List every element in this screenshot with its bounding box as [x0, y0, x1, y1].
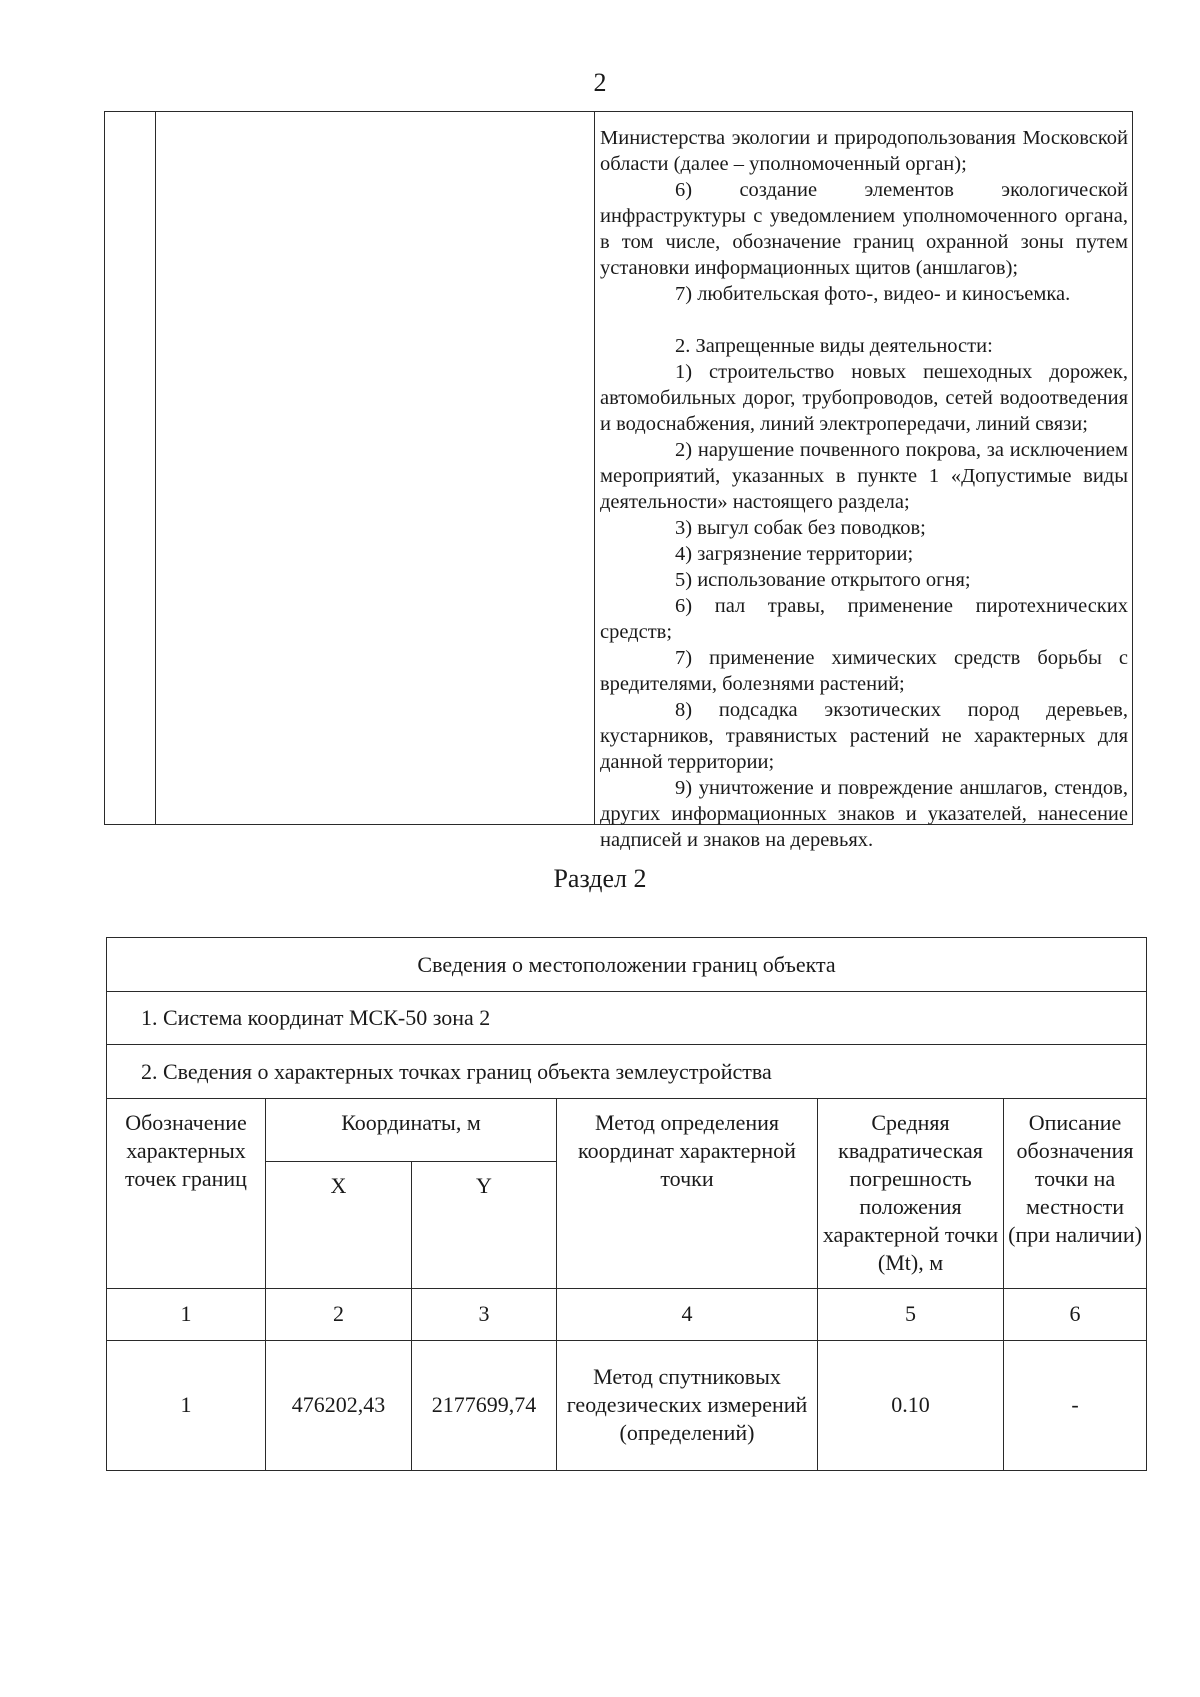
paragraph: 1) строительство новых пешеходных дорожек, автомобильных дорог, трубопроводов, сетей водоотведения и водоснабжения, линий электропередачи, линий связи; — [600, 361, 1128, 435]
column-number: 2 — [266, 1288, 412, 1340]
header-x: X — [266, 1162, 412, 1288]
point-description: - — [1004, 1340, 1147, 1470]
coordinate-system: 1. Система координат МСК-50 зона 2 — [107, 992, 1147, 1045]
point-id: 1 — [107, 1340, 266, 1470]
page-number: 2 — [593, 68, 607, 97]
header-y: Y — [412, 1162, 557, 1288]
column-number: 5 — [818, 1288, 1004, 1340]
paragraph: 8) подсадка экзотических пород деревьев, кустарников, травянистых растений не характерных для данной территории; — [600, 699, 1128, 773]
regime-table-name-column — [156, 112, 595, 824]
paragraph: 5) использование открытого огня; — [675, 569, 971, 591]
column-number: 6 — [1004, 1288, 1147, 1340]
paragraph: 7) любительская фото-, видео- и киносъемка. — [675, 283, 1071, 305]
column-number: 4 — [557, 1288, 818, 1340]
header-method: Метод определения координат характерной точки — [557, 1099, 818, 1288]
paragraph: 7) применение химических средств борьбы с вредителями, болезнями растений; — [600, 647, 1128, 695]
section-title: Раздел 2 — [553, 864, 647, 893]
paragraph: 2. Запрещенные виды деятельности: — [675, 335, 993, 357]
point-x: 476202,43 — [266, 1340, 412, 1470]
paragraph-gap — [600, 307, 1128, 333]
paragraph: 4) загрязнение территории; — [675, 543, 914, 565]
regime-table-content-column — [595, 112, 1134, 851]
paragraph: 9) уничтожение и повреждение аншлагов, стендов, других информационных знаков и указателей, нанесение надписей и знаков на деревьях. — [600, 777, 1128, 851]
points-section-title: 2. Сведения о характерных точках границ объекта землеустройства — [107, 1045, 1147, 1099]
table-title: Сведения о местоположении границ объекта — [107, 938, 1147, 992]
point-y: 2177699,74 — [412, 1340, 557, 1470]
paragraph: 2) нарушение почвенного покрова, за исключением мероприятий, указанных в пункте 1 «Допустимые виды деятельности» настоящего раздела; — [600, 439, 1128, 513]
paragraph: 6) пал травы, применение пиротехнических средств; — [600, 595, 1128, 643]
boundary-points-table — [106, 937, 1147, 1471]
point-method: Метод спутниковых геодезических измерений (определений) — [557, 1340, 818, 1470]
regime-table-number-column — [105, 112, 156, 824]
paragraph: 3) выгул собак без поводков; — [675, 517, 926, 539]
header-designation: Обозначение характерных точек границ — [107, 1099, 266, 1288]
header-coordinates: Координаты, м — [266, 1099, 557, 1162]
column-number: 1 — [107, 1288, 266, 1340]
paragraph: 6) создание элементов экологической инфраструктуры с уведомлением уполномоченного органа, в том числе, обозначение границ охранной зоны путем установки информационных щитов (аншлагов); — [600, 179, 1128, 279]
paragraph: Министерства экологии и природопользования Московской области (далее – уполномоченный орган); — [600, 127, 1128, 175]
header-description: Описание обозначения точки на местности (при наличии) — [1004, 1099, 1147, 1288]
column-number: 3 — [412, 1288, 557, 1340]
point-error: 0.10 — [818, 1340, 1004, 1470]
header-error: Средняя квадратическая погрешность положения характерной точки (Mt), м — [818, 1099, 1004, 1288]
regime-table — [104, 111, 1133, 851]
